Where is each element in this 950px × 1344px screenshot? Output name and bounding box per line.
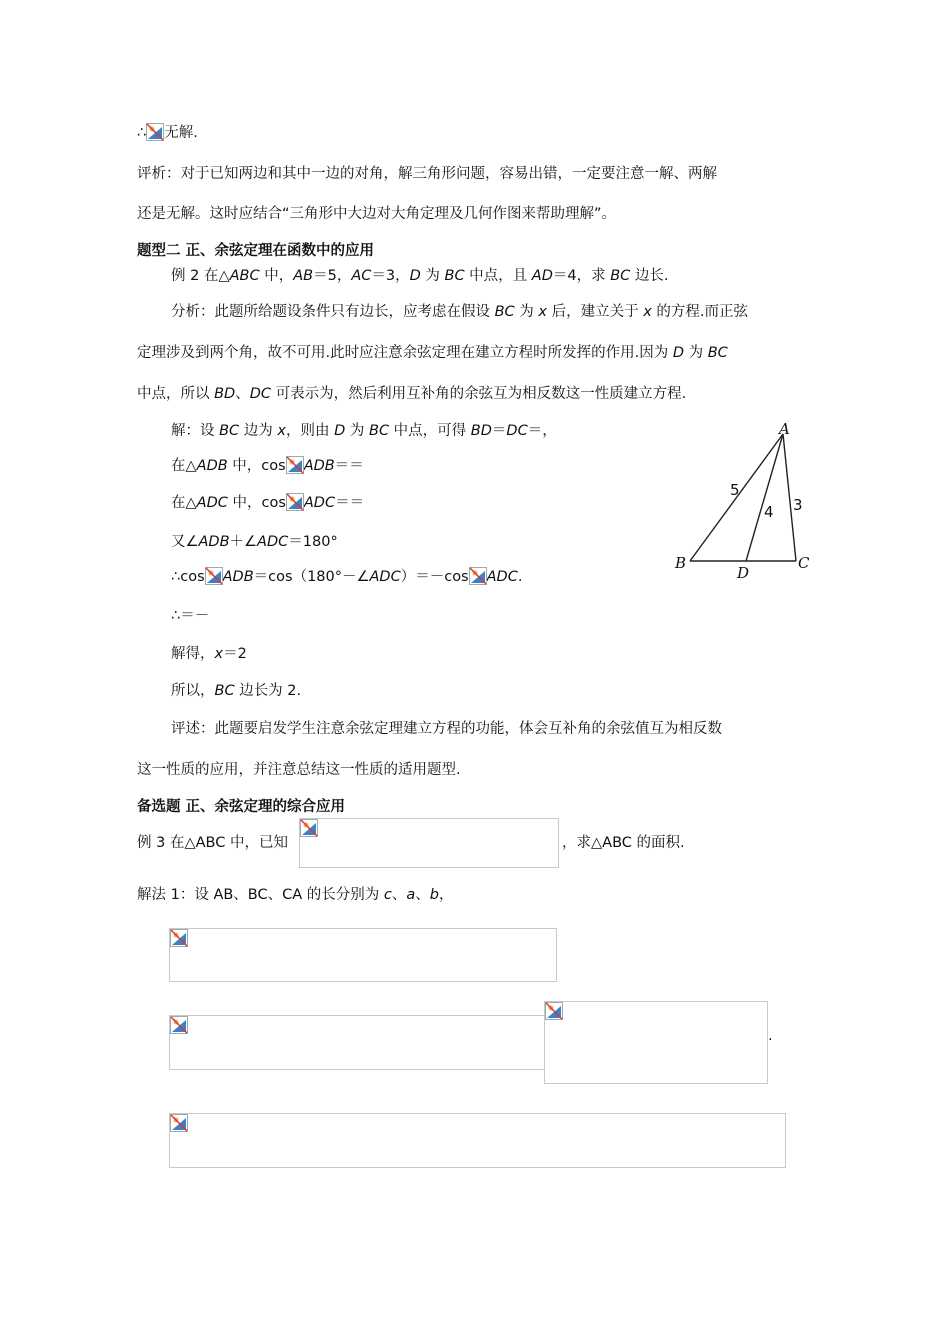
formula-image-placeholder (299, 818, 559, 868)
comment-line-2: 还是无解。这时应结合“三角形中大边对大角定理及几何作图来帮助理解”。 (137, 206, 617, 222)
length-3-label: 3 (793, 496, 803, 514)
vertex-c-label: C (798, 554, 810, 572)
formula-image-placeholder (169, 1113, 786, 1168)
median-ad (746, 434, 783, 561)
broken-image-icon (469, 567, 487, 585)
solution-line-6: ∴＝－ (171, 608, 210, 624)
broken-image-icon (205, 567, 223, 585)
solution-line-4: 又∠ADB＋∠ADC＝180° (171, 534, 338, 550)
broken-image-icon (146, 123, 164, 141)
solution-line-5: ∴cos ADB＝cos（180°－∠ADC）＝－cos ADC. (171, 569, 523, 585)
broken-image-icon (300, 819, 318, 837)
length-5-label: 5 (730, 481, 740, 499)
section-heading-2: 题型二 正、余弦定理在函数中的应用 (137, 243, 375, 259)
broken-image-icon (545, 1002, 563, 1020)
analysis-line-3: 中点，所以 BD、DC 可表示为，然后利用互补角的余弦互为相反数这一性质建立方程. (137, 386, 687, 402)
therefore-symbol: ∴ (137, 125, 147, 141)
solution-line-1: 解：设 BC 边为 x，则由 D 为 BC 中点，可得 BD＝DC＝， (171, 423, 557, 439)
vertex-b-label: B (675, 554, 687, 572)
review-line-2: 这一性质的应用，并注意总结这一性质的适用题型. (137, 762, 461, 778)
conclusion-line (137, 123, 198, 143)
vertex-a-label: A (779, 420, 790, 438)
solution-line-3: 在△ADC 中，cos ADC＝＝ (171, 495, 365, 511)
length-4-label: 4 (764, 503, 774, 521)
triangle-figure (668, 418, 818, 583)
review-line-1: 评述：此题要启发学生注意余弦定理建立方程的功能，体会互补角的余弦值互为相反数 (171, 721, 722, 737)
formula-image-placeholder (544, 1001, 768, 1084)
broken-image-icon (170, 1114, 188, 1132)
solution-line-7: 解得，x＝2 (171, 646, 247, 662)
solution-line-8: 所以，BC 边长为 2. (171, 683, 302, 699)
broken-image-icon (286, 493, 304, 511)
period-mark: . (768, 1028, 773, 1044)
vertex-d-label: D (737, 564, 750, 582)
example-2-line: 例 2 在△ABC 中，AB＝5，AC＝3，D 为 BC 中点，且 AD＝4，求 BC 边长. (171, 268, 669, 284)
formula-image-placeholder (169, 1015, 545, 1070)
example-3-question: ，求△ABC 的面积. (562, 835, 685, 851)
broken-image-icon (170, 929, 188, 947)
analysis-line-1: 分析：此题所给题设条件只有边长，应考虑在假设 BC 为 x 后，建立关于 x 的方程.而正弦 (171, 304, 749, 320)
analysis-line-2: 定理涉及到两个角，故不可用.此时应注意余弦定理在建立方程时所发挥的作用.因为 D 为 BC (137, 345, 728, 361)
formula-image-placeholder (169, 928, 557, 982)
section-heading-3: 备选题 正、余弦定理的综合应用 (137, 799, 346, 815)
comment-line-1: 评析：对于已知两边和其中一边的对角，解三角形问题，容易出错，一定要注意一解、两解 (137, 166, 717, 182)
method-1-line: 解法 1：设 AB、BC、CA 的长分别为 c、a、b， (137, 887, 454, 903)
broken-image-icon (286, 456, 304, 474)
example-3-text: 例 3 在△ABC 中，已知 (137, 835, 288, 851)
broken-image-icon (170, 1016, 188, 1034)
no-solution-text: 无解. (164, 125, 198, 141)
solution-line-2: 在△ADB 中，cos ADB＝＝ (171, 458, 364, 474)
